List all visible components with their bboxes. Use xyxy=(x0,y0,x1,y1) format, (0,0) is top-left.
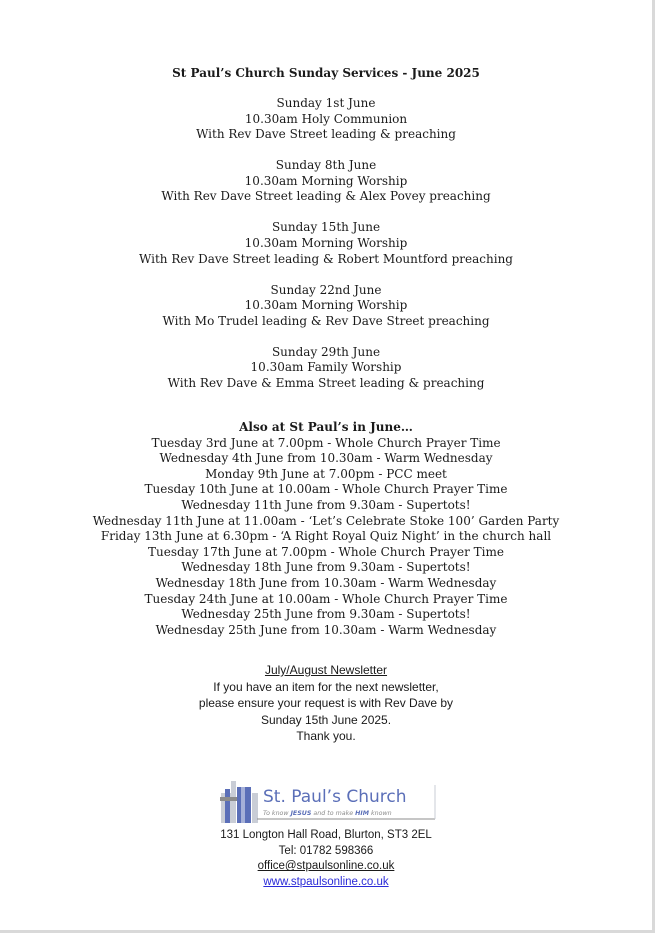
newsletter-line: Thank you. xyxy=(296,729,356,743)
event-item: Wednesday 18th June from 9.30am - Supertots! xyxy=(181,560,471,575)
cross-emblem-icon xyxy=(220,781,258,823)
event-item: Friday 13th June at 6.30pm - ‘A Right Royal Quiz Night’ in the church hall xyxy=(100,529,552,544)
service-date: Sunday 22nd June xyxy=(270,282,382,297)
service-date: Sunday 1st June xyxy=(276,96,376,110)
website-link[interactable]: www.stpaulsonline.co.uk xyxy=(263,876,389,889)
event-item: Tuesday 3rd June at 7.00pm - Whole Church Prayer Time xyxy=(151,435,501,450)
services-list xyxy=(0,96,652,407)
service-entry xyxy=(0,220,652,282)
service-name: 10.30am Holy Communion xyxy=(244,111,408,126)
church-logo-graphic xyxy=(219,779,439,827)
logo-tagline: To know JESUS and to make HIM known xyxy=(263,810,392,817)
service-leaders: With Rev Dave & Emma Street leading & preaching xyxy=(167,375,485,390)
event-item: Tuesday 24th June at 10.00am - Whole Church Prayer Time xyxy=(144,591,508,606)
contact-block xyxy=(0,828,652,891)
newsletter-line: If you have an item for the next newsletter, xyxy=(213,679,439,694)
event-item: Wednesday 25th June from 9.30am - Supertots! xyxy=(181,607,471,622)
service-name: 10.30am Morning Worship xyxy=(244,298,408,313)
service-name: 10.30am Morning Worship xyxy=(244,173,408,188)
telephone-text: Tel: 01782 598366 xyxy=(278,844,374,857)
event-item: Tuesday 10th June at 10.00am - Whole Church Prayer Time xyxy=(144,482,508,497)
service-entry xyxy=(0,96,652,158)
service-entry xyxy=(0,283,652,345)
event-item: Wednesday 11th June from 9.30am - Supertots! xyxy=(181,497,471,512)
service-name: 10.30am Family Worship xyxy=(250,360,402,375)
service-date: Sunday 15th June xyxy=(271,220,381,235)
event-item: Tuesday 17th June at 7.00pm - Whole Church Prayer Time xyxy=(148,544,504,559)
service-leaders: With Rev Dave Street leading & Alex Povey preaching xyxy=(161,189,491,204)
event-item: Wednesday 11th June at 11.00am - ‘Let’s Celebrate Stoke 100’ Garden Party xyxy=(92,513,560,528)
newsletter-line: Sunday 15th June 2025. xyxy=(260,712,392,727)
also-section xyxy=(0,420,652,638)
service-name: 10.30am Morning Worship xyxy=(244,235,408,250)
newsletter-section xyxy=(0,662,652,745)
service-leaders: With Rev Dave Street leading & preaching xyxy=(196,127,456,142)
page-title: St Paul’s Church Sunday Services - June 2025 xyxy=(172,66,480,80)
newsletter-heading: July/August Newsletter xyxy=(264,663,388,677)
newsletter-line: please ensure your request is with Rev Dave by xyxy=(198,696,454,710)
service-leaders: With Rev Dave Street leading & Robert Mountford preaching xyxy=(139,251,513,266)
also-heading: Also at St Paul’s in June… xyxy=(239,420,413,434)
service-leaders: With Mo Trudel leading & Rev Dave Street preaching xyxy=(162,313,490,328)
event-item: Wednesday 4th June from 10.30am - Warm Wednesday xyxy=(159,451,493,466)
service-entry xyxy=(0,345,652,407)
logo-name: St. Paul’s Church xyxy=(263,787,407,807)
service-date: Sunday 8th June xyxy=(275,158,377,173)
address-text: 131 Longton Hall Road, Blurton, ST3 2EL xyxy=(220,829,432,841)
event-item: Monday 9th June at 7.00pm - PCC meet xyxy=(205,466,447,481)
event-item: Wednesday 25th June from 10.30am - Warm Wednesday xyxy=(155,622,497,637)
event-item: Wednesday 18th June from 10.30am - Warm Wednesday xyxy=(155,575,497,590)
email-link[interactable]: office@stpaulsonline.co.uk xyxy=(257,860,395,873)
service-date: Sunday 29th June xyxy=(271,344,381,359)
service-entry xyxy=(0,158,652,220)
church-logo xyxy=(219,779,439,827)
